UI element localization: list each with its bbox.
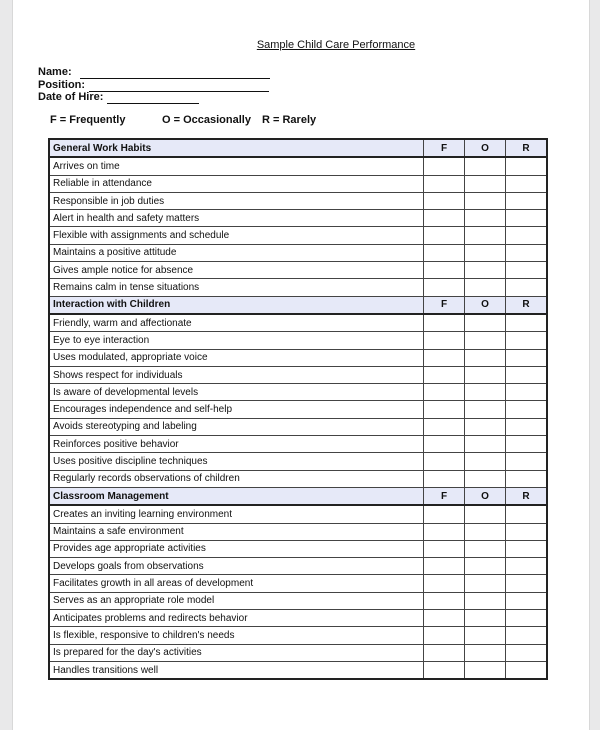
legend-occasionally: O = Occasionally bbox=[162, 114, 251, 126]
criteria-label: Reinforces positive behavior bbox=[49, 436, 424, 453]
rating-cell-o[interactable] bbox=[465, 192, 506, 209]
criteria-label: Remains calm in tense situations bbox=[49, 279, 424, 296]
criteria-label: Is aware of developmental levels bbox=[49, 384, 424, 401]
rating-cell-f[interactable] bbox=[424, 157, 465, 175]
criteria-row bbox=[49, 262, 547, 279]
rating-cell-r[interactable] bbox=[506, 384, 548, 401]
criteria-row bbox=[49, 644, 547, 661]
section-header-row bbox=[49, 487, 547, 505]
criteria-label: Creates an inviting learning environment bbox=[49, 505, 424, 523]
criteria-label: Friendly, warm and affectionate bbox=[49, 314, 424, 332]
rating-cell-o[interactable] bbox=[465, 453, 506, 470]
criteria-label: Shows respect for individuals bbox=[49, 366, 424, 383]
rating-cell-r[interactable] bbox=[506, 210, 548, 227]
rating-cell-o[interactable] bbox=[465, 610, 506, 627]
rating-table bbox=[48, 138, 548, 680]
section-title: General Work Habits bbox=[49, 139, 424, 157]
rating-cell-o[interactable] bbox=[465, 627, 506, 644]
rating-cell-r[interactable] bbox=[506, 279, 548, 296]
rating-cell-r[interactable] bbox=[506, 470, 548, 487]
rating-cell-o[interactable] bbox=[465, 314, 506, 332]
criteria-row bbox=[49, 470, 547, 487]
rating-cell-f[interactable] bbox=[424, 384, 465, 401]
rating-cell-r[interactable] bbox=[506, 157, 548, 175]
rating-cell-o[interactable] bbox=[465, 575, 506, 592]
criteria-label: Maintains a safe environment bbox=[49, 523, 424, 540]
rating-cell-r[interactable] bbox=[506, 592, 548, 609]
rating-cell-f[interactable] bbox=[424, 661, 465, 679]
rating-column-header: R bbox=[506, 296, 548, 314]
rating-cell-f[interactable] bbox=[424, 349, 465, 366]
criteria-label: Responsible in job duties bbox=[49, 192, 424, 209]
criteria-row bbox=[49, 661, 547, 679]
criteria-label: Serves as an appropriate role model bbox=[49, 592, 424, 609]
rating-cell-r[interactable] bbox=[506, 505, 548, 523]
criteria-row bbox=[49, 505, 547, 523]
criteria-label: Reliable in attendance bbox=[49, 175, 424, 192]
criteria-label: Is flexible, responsive to children's needs bbox=[49, 627, 424, 644]
criteria-label: Provides age appropriate activities bbox=[49, 540, 424, 557]
rating-cell-r[interactable] bbox=[506, 192, 548, 209]
rating-cell-f[interactable] bbox=[424, 610, 465, 627]
rating-cell-o[interactable] bbox=[465, 332, 506, 349]
rating-cell-r[interactable] bbox=[506, 332, 548, 349]
rating-cell-o[interactable] bbox=[465, 592, 506, 609]
rating-cell-f[interactable] bbox=[424, 523, 465, 540]
criteria-row bbox=[49, 175, 547, 192]
rating-cell-f[interactable] bbox=[424, 227, 465, 244]
rating-cell-f[interactable] bbox=[424, 592, 465, 609]
hire-date-blank-line[interactable] bbox=[107, 91, 199, 104]
criteria-label: Uses modulated, appropriate voice bbox=[49, 349, 424, 366]
rating-cell-r[interactable] bbox=[506, 366, 548, 383]
rating-cell-o[interactable] bbox=[465, 436, 506, 453]
rating-cell-o[interactable] bbox=[465, 418, 506, 435]
rating-cell-o[interactable] bbox=[465, 175, 506, 192]
rating-cell-f[interactable] bbox=[424, 540, 465, 557]
hire-date-label: Date of Hire: bbox=[38, 91, 104, 103]
rating-cell-r[interactable] bbox=[506, 227, 548, 244]
document-page bbox=[12, 0, 590, 730]
criteria-row bbox=[49, 401, 547, 418]
rating-cell-r[interactable] bbox=[506, 661, 548, 679]
rating-cell-f[interactable] bbox=[424, 470, 465, 487]
criteria-label: Avoids stereotyping and labeling bbox=[49, 418, 424, 435]
criteria-row bbox=[49, 244, 547, 261]
rating-column-header: R bbox=[506, 487, 548, 505]
criteria-row bbox=[49, 279, 547, 296]
rating-cell-r[interactable] bbox=[506, 262, 548, 279]
criteria-row bbox=[49, 575, 547, 592]
rating-cell-o[interactable] bbox=[465, 157, 506, 175]
rating-cell-r[interactable] bbox=[506, 523, 548, 540]
rating-column-header: F bbox=[424, 139, 465, 157]
rating-cell-o[interactable] bbox=[465, 644, 506, 661]
criteria-row bbox=[49, 210, 547, 227]
criteria-row bbox=[49, 332, 547, 349]
criteria-label: Uses positive discipline techniques bbox=[49, 453, 424, 470]
rating-cell-r[interactable] bbox=[506, 175, 548, 192]
rating-cell-f[interactable] bbox=[424, 436, 465, 453]
section-header-row bbox=[49, 296, 547, 314]
rating-cell-r[interactable] bbox=[506, 244, 548, 261]
rating-cell-o[interactable] bbox=[465, 470, 506, 487]
criteria-row bbox=[49, 192, 547, 209]
criteria-label: Maintains a positive attitude bbox=[49, 244, 424, 261]
criteria-row bbox=[49, 157, 547, 175]
criteria-row bbox=[49, 349, 547, 366]
criteria-row bbox=[49, 366, 547, 383]
rating-column-header: R bbox=[506, 139, 548, 157]
criteria-row bbox=[49, 314, 547, 332]
name-label: Name: bbox=[38, 66, 72, 78]
position-label: Position: bbox=[38, 79, 86, 91]
rating-cell-o[interactable] bbox=[465, 523, 506, 540]
criteria-label: Eye to eye interaction bbox=[49, 332, 424, 349]
rating-cell-f[interactable] bbox=[424, 644, 465, 661]
legend-rarely: R = Rarely bbox=[262, 114, 317, 126]
criteria-label: Handles transitions well bbox=[49, 661, 424, 679]
criteria-label: Encourages independence and self-help bbox=[49, 401, 424, 418]
rating-cell-r[interactable] bbox=[506, 540, 548, 557]
rating-column-header: O bbox=[465, 296, 506, 314]
section-header-row bbox=[49, 139, 547, 157]
criteria-row bbox=[49, 558, 547, 575]
rating-cell-o[interactable] bbox=[465, 540, 506, 557]
rating-cell-f[interactable] bbox=[424, 314, 465, 332]
criteria-label: Arrives on time bbox=[49, 157, 424, 175]
rating-cell-f[interactable] bbox=[424, 575, 465, 592]
rating-cell-r[interactable] bbox=[506, 349, 548, 366]
rating-cell-f[interactable] bbox=[424, 262, 465, 279]
rating-cell-r[interactable] bbox=[506, 627, 548, 644]
rating-cell-f[interactable] bbox=[424, 505, 465, 523]
legend-frequently: F = Frequently bbox=[50, 114, 126, 126]
criteria-label: Anticipates problems and redirects behavior bbox=[49, 610, 424, 627]
criteria-label: Gives ample notice for absence bbox=[49, 262, 424, 279]
rating-cell-r[interactable] bbox=[506, 558, 548, 575]
rating-cell-r[interactable] bbox=[506, 644, 548, 661]
rating-column-header: O bbox=[465, 487, 506, 505]
rating-cell-o[interactable] bbox=[465, 505, 506, 523]
rating-cell-f[interactable] bbox=[424, 279, 465, 296]
criteria-row bbox=[49, 592, 547, 609]
rating-cell-r[interactable] bbox=[506, 453, 548, 470]
name-blank-line[interactable] bbox=[80, 66, 270, 79]
criteria-row bbox=[49, 453, 547, 470]
hire-date-field bbox=[38, 91, 199, 104]
rating-cell-f[interactable] bbox=[424, 418, 465, 435]
rating-cell-r[interactable] bbox=[506, 314, 548, 332]
criteria-row bbox=[49, 523, 547, 540]
criteria-row bbox=[49, 540, 547, 557]
rating-cell-r[interactable] bbox=[506, 575, 548, 592]
rating-cell-o[interactable] bbox=[465, 244, 506, 261]
rating-cell-f[interactable] bbox=[424, 558, 465, 575]
rating-cell-r[interactable] bbox=[506, 436, 548, 453]
rating-cell-o[interactable] bbox=[465, 349, 506, 366]
rating-cell-o[interactable] bbox=[465, 384, 506, 401]
rating-cell-f[interactable] bbox=[424, 210, 465, 227]
rating-cell-f[interactable] bbox=[424, 332, 465, 349]
rating-cell-f[interactable] bbox=[424, 453, 465, 470]
rating-cell-o[interactable] bbox=[465, 262, 506, 279]
rating-cell-f[interactable] bbox=[424, 366, 465, 383]
criteria-row bbox=[49, 627, 547, 644]
criteria-row bbox=[49, 436, 547, 453]
section-title: Interaction with Children bbox=[49, 296, 424, 314]
rating-column-header: O bbox=[465, 139, 506, 157]
rating-cell-o[interactable] bbox=[465, 401, 506, 418]
criteria-label: Alert in health and safety matters bbox=[49, 210, 424, 227]
rating-column-header: F bbox=[424, 296, 465, 314]
rating-cell-o[interactable] bbox=[465, 279, 506, 296]
rating-cell-o[interactable] bbox=[465, 661, 506, 679]
rating-cell-f[interactable] bbox=[424, 401, 465, 418]
form-title: Sample Child Care Performance bbox=[256, 39, 416, 51]
rating-cell-o[interactable] bbox=[465, 227, 506, 244]
criteria-row bbox=[49, 227, 547, 244]
rating-cell-r[interactable] bbox=[506, 401, 548, 418]
rating-cell-o[interactable] bbox=[465, 210, 506, 227]
section-title: Classroom Management bbox=[49, 487, 424, 505]
criteria-label: Flexible with assignments and schedule bbox=[49, 227, 424, 244]
criteria-label: Is prepared for the day's activities bbox=[49, 644, 424, 661]
name-field bbox=[38, 66, 270, 79]
rating-cell-f[interactable] bbox=[424, 175, 465, 192]
rating-cell-o[interactable] bbox=[465, 366, 506, 383]
rating-cell-r[interactable] bbox=[506, 610, 548, 627]
rating-cell-f[interactable] bbox=[424, 192, 465, 209]
criteria-label: Facilitates growth in all areas of development bbox=[49, 575, 424, 592]
rating-cell-f[interactable] bbox=[424, 627, 465, 644]
criteria-label: Regularly records observations of children bbox=[49, 470, 424, 487]
rating-cell-r[interactable] bbox=[506, 418, 548, 435]
rating-cell-f[interactable] bbox=[424, 244, 465, 261]
rating-cell-o[interactable] bbox=[465, 558, 506, 575]
criteria-row bbox=[49, 610, 547, 627]
rating-column-header: F bbox=[424, 487, 465, 505]
criteria-row bbox=[49, 418, 547, 435]
criteria-label: Develops goals from observations bbox=[49, 558, 424, 575]
criteria-row bbox=[49, 384, 547, 401]
